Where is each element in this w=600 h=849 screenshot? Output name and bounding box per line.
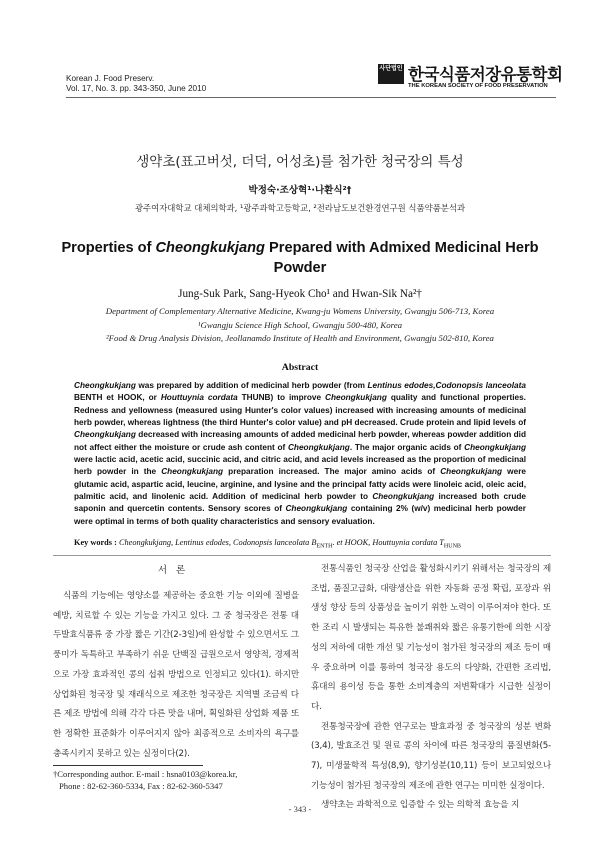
abstract-text: were glutamic acid, aspartic acid, leucine, arginine, and lysine and the principal fatty acids were linoleic acid, oleic acid, palmitic acid, and linolenic acid. Addition of medicinal herb powder to <box>74 467 526 502</box>
abstract-text: was prepared by addition of medicinal herb powder (from <box>135 381 368 390</box>
abstract-term: Cheongkukjang <box>372 492 435 502</box>
header-rule <box>66 97 556 98</box>
body-right-column <box>311 560 551 816</box>
body-paragraph: 생약초는 과학적으로 입증할 수 있는 의학적 효능을 지 <box>321 800 520 811</box>
abstract-text: THUNB) to improve <box>237 393 325 403</box>
publisher-name-ko: 한국식품저장유통학회 <box>408 65 563 84</box>
abstract-text: BENTH et HOOK, or <box>74 393 161 403</box>
abstract-text: increased both crude saponin and quercetin contents. Sensory scores of <box>74 492 526 514</box>
page-number: - 343 - <box>288 804 312 814</box>
abstract-term: Cheongkukjang <box>285 504 348 514</box>
abstract-term: Cheongkukjang <box>287 442 350 452</box>
authors-english: Jung-Suk Park, Sang-Hyeok Cho¹ and Hwan-Sik Na²† <box>178 288 422 300</box>
keywords-sub: HUNB <box>443 543 461 550</box>
body-left-column <box>53 587 299 764</box>
title-english-part1: Properties of <box>61 240 156 256</box>
abstract-heading: Abstract <box>281 362 319 373</box>
footnote-rule <box>53 765 203 766</box>
body-paragraph: 식품의 기능에는 영양소를 제공하는 중요한 기능 이외에 질병을 예방, 치료할 수 있는 기능을 가지고 있다. 그 중 청국장은 전통 대두발효식품류 중 가장 짧은 기간(2-3일)에 완성할 수 있으면서도 그 풍미가 독특하고 부족하기 쉬운 단백질 급원으로서 영양적, 경제적으로 가장 효과적인 콩의 섭취 방법으로 인정되고 있다(1). 하지만 상업화된 청국장 및 재래식으로 제조한 청국장은 지역별 조금씩 다른 제조 방법에 의해 각각 다른 맛을 내며, 획일화된 상업화 제품 또한 정확한 표준화가 이루어지지 않아 최종적으로 소비자의 욕구를 충족시키지 못하고 있는 실정이다(2). <box>53 591 299 759</box>
keywords <box>74 537 542 553</box>
abstract-term: Cheongkukjang <box>464 442 526 452</box>
title-english-italic: Cheongkukjang <box>155 240 265 256</box>
corresponding-author-footnote <box>53 768 237 792</box>
abstract-term: Cheongkukjang <box>440 467 503 477</box>
affiliation-line: ²Food & Drug Analysis Division, Jeollanamdo Institute of Health and Environment, Gwangju 502-810, Korea <box>106 333 494 343</box>
abstract-term: Cheongkukjang <box>324 393 387 403</box>
publisher-logo-mark: 사단법인 <box>378 64 404 84</box>
body-paragraph: 전통청국장에 관한 연구로는 발효과정 중 청국장의 성분 변화(3,4), 발효조건 및 원료 콩의 차이에 따른 청국장의 품질변화(5-7), 미생물학적 특성(8,9), 향기성분(10,11) 등이 보고되었으나 기능성이 첨가된 청국장의 제조에 관한 연구는 미미한 실정이다. <box>311 721 551 791</box>
keywords-sub: ENTH <box>316 543 333 550</box>
abstract-term: Cheongkukjang <box>74 430 136 440</box>
abstract-term: Cheongkukjang <box>161 467 224 477</box>
section-rule <box>53 555 551 556</box>
affiliations-korean: 광주여자대학교 대체의학과, ¹광주과학고등학교, ²전라남도보건환경연구원 식품약품분석과 <box>134 203 466 213</box>
keywords-label: Key words : <box>74 538 117 547</box>
journal-name: Korean J. Food Preserv. <box>66 74 155 83</box>
journal-citation <box>66 74 206 94</box>
abstract-term: Lentinus edodes,Codonopsis lanceolata <box>367 381 526 390</box>
abstract-body <box>74 380 526 528</box>
publisher-logo <box>378 64 563 92</box>
abstract-text: containing 2% (w/v) medicinal herb powder were optimal in terms of both quality characteristics and sensory evaluation. <box>74 504 526 526</box>
body-paragraph: 전통식품인 청국장 산업을 활성화시키기 위해서는 청국장의 제조법, 품질고급화, 대량생산을 위한 자동화 공정 확립, 포장과 위생성 향상 등의 상품성을 높이기 위한 노력이 이루어져야 한다. 또한 조리 시 발생되는 특유한 불쾌취와 짧은 유통기한에 의한 시장성의 저하에 대한 개선 및 기능성이 첨가된 청국장의 제조 등이 매우 중요하며 이를 통하여 청국장 용도의 다양화, 간편한 조리법, 휴대의 용이성 등을 통한 소비계층의 저변확대가 시급한 실정이다. <box>311 564 551 712</box>
keywords-text: Cheongkukjang, Lentinus edodes, Codonopsis lanceolata B <box>116 538 317 547</box>
abstract-text: quality and functional properties. Redness and yellowness (measured using Hunter's color values) increased with increasing amounts of medicinal herb powder, whereas lightness (the third Hunter's color value) and pH decreased. Crude protein and lipid levels of <box>74 393 526 428</box>
keywords-text: . et HOOK, Houttuynia cordata T <box>332 538 444 547</box>
abstract-term: Houttuynia cordata <box>160 393 238 403</box>
title-english-part2: Prepared with Admixed Medicinal Herb Powder <box>264 240 539 276</box>
abstract-text: . The major organic acids of <box>349 442 465 452</box>
journal-volume: Vol. 17, No. 3. pp. 343-350, June 2010 <box>66 84 207 93</box>
title-korean: 생약초(표고버섯, 더덕, 어성초)를 첨가한 청국장의 특성 <box>136 154 464 170</box>
abstract-term: Cheongkukjang <box>74 381 136 390</box>
publisher-name-en: THE KOREAN SOCIETY OF FOOD PRESERVATION <box>408 83 548 89</box>
footnote-line: Phone : 82-62-360-5334, Fax : 82-62-360-5347 <box>59 781 223 791</box>
affiliation-line: Department of Complementary Alternative Medicine, Kwang-ju Womens University, Gwangju 506-713, Korea <box>105 306 495 316</box>
title-english <box>40 238 560 278</box>
abstract-text: decreased with increasing amounts of added medicinal herb powder, whereas powder addition did not affect either the moisture or crude ash content of <box>74 430 526 452</box>
abstract-text: were lactic acid, acetic acid, succinic acid, and citric acid, and acid levels increased as the proportion of medicinal herb powder in the <box>74 455 526 477</box>
authors-korean: 박정숙·조상혁¹·나환식²† <box>248 185 352 196</box>
footnote-line: †Corresponding author. E-mail : hsna0103@korea.kr, <box>53 769 238 779</box>
section-heading-introduction: 서론 <box>157 565 195 576</box>
affiliation-line: ¹Gwangju Science High School, Gwangju 500-480, Korea <box>197 319 403 330</box>
abstract-text: preparation increased. The major amino acids of <box>223 467 441 477</box>
affiliations-english <box>40 305 560 346</box>
